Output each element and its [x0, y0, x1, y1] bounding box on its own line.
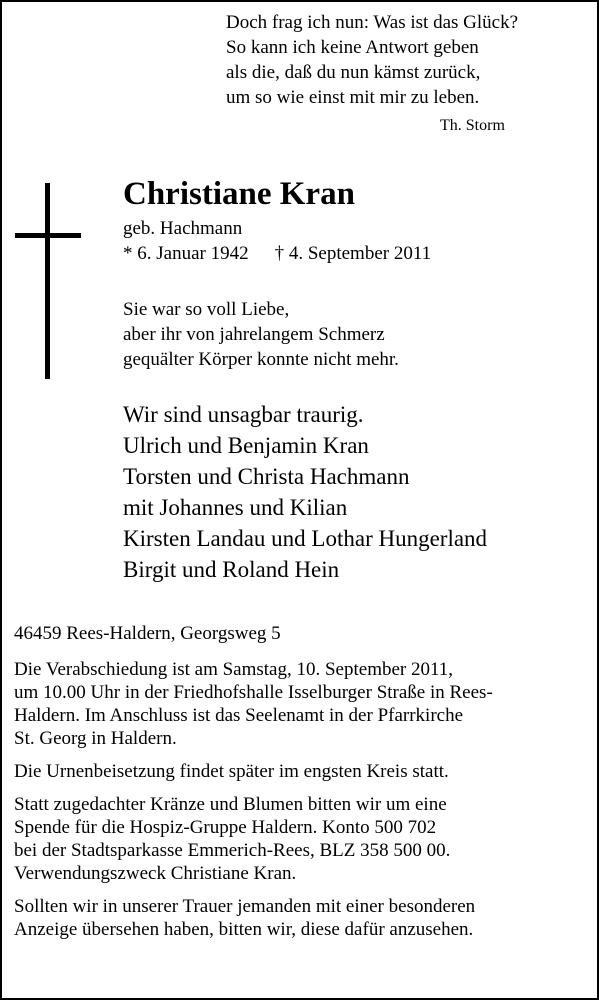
- closing-line: Sollten wir in unserer Trauer jemanden mit einer besonderen: [14, 896, 476, 917]
- mourner-line: Kirsten Landau und Lothar Hungerland: [123, 526, 488, 551]
- poem: [226, 10, 519, 134]
- donation-paragraph: [14, 793, 584, 885]
- mourner-line: Torsten und Christa Hachmann: [123, 464, 410, 489]
- mourner-line: Wir sind unsagbar traurig.: [123, 402, 364, 427]
- poem-line: um so wie einst mit mir zu leben.: [226, 87, 480, 108]
- farewell-line: um 10.00 Uhr in der Friedhofshalle Isselburger Straße in Rees-: [14, 682, 493, 703]
- cross-icon: [45, 183, 50, 379]
- farewell-paragraph: [14, 658, 584, 750]
- closing-paragraph: [14, 895, 584, 941]
- mourner-line: Ulrich und Benjamin Kran: [123, 433, 369, 458]
- life-dates: [123, 243, 431, 265]
- notice-details: [14, 622, 584, 951]
- deceased-name: Christiane Kran: [123, 176, 355, 212]
- memorial-verse: [123, 297, 399, 372]
- poem-author: Th. Storm: [440, 117, 505, 134]
- mourner-line: Birgit und Roland Hein: [123, 557, 340, 582]
- farewell-line: Die Verabschiedung ist am Samstag, 10. September 2011,: [14, 659, 454, 680]
- death-date: † 4. September 2011: [274, 243, 432, 264]
- address: [14, 622, 584, 645]
- verse-line: Sie war so voll Liebe,: [123, 299, 290, 320]
- burial-paragraph: [14, 760, 584, 783]
- mourners-list: [123, 399, 487, 585]
- mourner-line: mit Johannes und Kilian: [123, 495, 348, 520]
- closing-line: Anzeige übersehen haben, bitten wir, diese dafür anzusehen.: [14, 919, 474, 940]
- address-line: 46459 Rees-Haldern, Georgsweg 5: [14, 623, 281, 644]
- donation-line: bei der Stadtsparkasse Emmerich-Rees, BLZ 358 500 00.: [14, 840, 451, 861]
- farewell-line: Haldern. Im Anschluss ist das Seelenamt in der Pfarrkirche: [14, 705, 464, 726]
- poem-line: als die, daß du nun kämst zurück,: [226, 62, 481, 83]
- poem-line: So kann ich keine Antwort geben: [226, 37, 479, 58]
- burial-line: Die Urnenbeisetzung findet später im engsten Kreis statt.: [14, 761, 449, 782]
- maiden-name: geb. Hachmann: [123, 218, 243, 239]
- donation-line: Statt zugedachter Kränze und Blumen bitten wir um eine: [14, 794, 447, 815]
- birth-date: * 6. Januar 1942: [123, 243, 249, 264]
- donation-line: Verwendungszweck Christiane Kran.: [14, 863, 297, 884]
- poem-line: Doch frag ich nun: Was ist das Glück?: [226, 12, 519, 33]
- farewell-line: St. Georg in Haldern.: [14, 728, 177, 749]
- donation-line: Spende für die Hospiz-Gruppe Haldern. Konto 500 702: [14, 817, 437, 838]
- verse-line: aber ihr von jahrelangem Schmerz: [123, 324, 385, 345]
- verse-line: gequälter Körper konnte nicht mehr.: [123, 349, 399, 370]
- cross-icon-bar: [15, 233, 81, 238]
